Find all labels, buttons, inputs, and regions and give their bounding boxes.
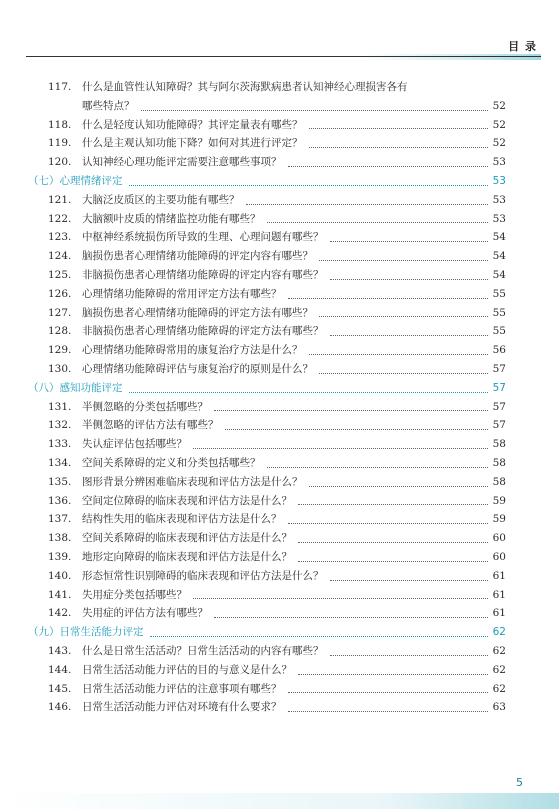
toc-entry-number: 118. — [48, 118, 72, 131]
dot-leader — [288, 523, 489, 524]
page-number: 5 — [516, 776, 523, 789]
toc-entry[interactable] — [48, 228, 506, 247]
toc-entry-number: 131. — [48, 400, 72, 413]
dot-leader — [319, 373, 488, 374]
toc-entry-title: 失认症评估包括哪些？ — [82, 438, 187, 451]
toc-entry-number: 135. — [48, 475, 72, 488]
toc-entry-page: 54 — [492, 250, 506, 263]
dot-leader — [129, 392, 489, 393]
toc-entry[interactable] — [48, 604, 506, 623]
toc-entry[interactable] — [48, 567, 506, 586]
toc-entry[interactable] — [48, 642, 506, 661]
toc-entry-page: 62 — [492, 626, 506, 639]
toc-entry-title: 心理情绪功能障碍常用的康复治疗方法是什么？ — [82, 344, 303, 357]
dot-leader — [309, 354, 489, 355]
toc-entry-page: 54 — [492, 268, 506, 281]
dot-leader — [330, 655, 489, 656]
toc-entry-page: 52 — [492, 99, 506, 112]
dot-leader — [309, 128, 489, 129]
toc-entry-title: 空间关系障碍的临床表现和评估方法是什么？ — [82, 532, 292, 545]
toc-entry-page: 59 — [492, 513, 506, 526]
dot-leader — [319, 260, 488, 261]
toc-entry-title: 空间关系障碍的定义和分类包括哪些？ — [82, 456, 261, 469]
toc-entry-page: 63 — [492, 701, 506, 714]
toc-entry[interactable] — [48, 661, 506, 680]
toc-entry-page: 57 — [492, 362, 506, 375]
dot-leader — [330, 335, 489, 336]
toc-section-heading[interactable] — [28, 623, 506, 642]
dot-leader — [267, 222, 489, 223]
toc-entry[interactable] — [48, 473, 506, 492]
toc-entry-continuation[interactable] — [48, 97, 506, 116]
toc-entry-page: 56 — [492, 344, 506, 357]
table-of-contents — [28, 78, 506, 717]
toc-entry-number: 134. — [48, 456, 72, 469]
toc-entry-title: 哪些特点？ — [82, 99, 135, 112]
toc-entry-number: 124. — [48, 250, 72, 263]
toc-entry-page: 55 — [492, 325, 506, 338]
toc-entry[interactable] — [48, 398, 506, 417]
toc-entry-title: 非脑损伤患者心理情绪功能障碍的评定方法有哪些？ — [82, 325, 324, 338]
toc-entry-number: 126. — [48, 287, 72, 300]
toc-entry-page: 58 — [492, 475, 506, 488]
toc-entry-page: 58 — [492, 438, 506, 451]
toc-entry[interactable] — [48, 322, 506, 341]
toc-entry[interactable] — [48, 435, 506, 454]
dot-leader — [267, 467, 489, 468]
toc-entry-page: 60 — [492, 550, 506, 563]
dot-leader — [193, 598, 488, 599]
toc-entry-title: 日常生活活动能力评估的注意事项有哪些？ — [82, 682, 282, 695]
toc-entry-number: 121. — [48, 193, 72, 206]
dot-leader — [214, 617, 488, 618]
toc-entry-page: 61 — [492, 607, 506, 620]
toc-entry-title: （八）感知功能评定 — [28, 381, 123, 394]
toc-entry-title: 心理情绪功能障碍的常用评定方法有哪些？ — [82, 287, 282, 300]
toc-entry-title: 日常生活活动能力评估对环境有什么要求？ — [82, 701, 282, 714]
toc-entry-title: （七）心理情绪评定 — [28, 174, 123, 187]
toc-entry-title: 非脑损伤患者心理情绪功能障碍的评定内容有哪些？ — [82, 268, 324, 281]
toc-entry[interactable] — [48, 341, 506, 360]
toc-entry-page: 62 — [492, 663, 506, 676]
toc-entry-number: 127. — [48, 306, 72, 319]
toc-entry-number: 123. — [48, 231, 72, 244]
dot-leader — [141, 110, 489, 111]
toc-entry[interactable] — [48, 698, 506, 717]
toc-entry[interactable] — [48, 134, 506, 153]
dot-leader — [225, 429, 489, 430]
toc-entry-page: 57 — [492, 381, 506, 394]
toc-entry[interactable] — [48, 492, 506, 511]
toc-entry-title: 大脑额叶皮质的情绪监控功能有哪些？ — [82, 212, 261, 225]
toc-entry-page: 58 — [492, 456, 506, 469]
dot-leader — [319, 316, 488, 317]
toc-entry[interactable] — [48, 247, 506, 266]
toc-entry-number: 141. — [48, 588, 72, 601]
toc-entry-number: 144. — [48, 663, 72, 676]
toc-entry[interactable] — [48, 586, 506, 605]
toc-entry[interactable] — [48, 285, 506, 304]
toc-entry-title: 图形背景分辨困难临床表现和评估方法是什么？ — [82, 475, 303, 488]
toc-entry-number: 139. — [48, 550, 72, 563]
dot-leader — [330, 241, 489, 242]
toc-entry[interactable] — [48, 210, 506, 229]
toc-entry-title: 什么是血管性认知障碍？其与阿尔茨海默病患者认知神经心理损害各有 — [82, 81, 408, 93]
toc-entry-number: 146. — [48, 701, 72, 714]
toc-entry-page: 59 — [492, 494, 506, 507]
toc-entry-page: 61 — [492, 588, 506, 601]
toc-entry-title: 中枢神经系统损伤所导致的生理、心理问题有哪些？ — [82, 231, 324, 244]
toc-entry-number: 133. — [48, 438, 72, 451]
toc-entry[interactable] — [48, 680, 506, 699]
toc-entry-title: 半侧忽略的分类包括哪些？ — [82, 400, 208, 413]
toc-entry-title: 什么是日常生活活动？日常生活活动的内容有哪些？ — [82, 644, 324, 657]
dot-leader — [309, 147, 489, 148]
toc-entry-number: 130. — [48, 362, 72, 375]
header-rule — [26, 56, 541, 57]
dot-leader — [288, 298, 489, 299]
toc-entry[interactable] — [48, 360, 506, 379]
toc-entry-number: 120. — [48, 156, 72, 169]
toc-entry-page: 57 — [492, 400, 506, 413]
toc-entry-page: 61 — [492, 569, 506, 582]
toc-entry-number: 136. — [48, 494, 72, 507]
toc-entry-number: 125. — [48, 268, 72, 281]
toc-entry[interactable] — [48, 548, 506, 567]
dot-leader — [298, 561, 488, 562]
toc-entry-page: 62 — [492, 644, 506, 657]
toc-entry-page: 53 — [492, 212, 506, 225]
toc-entry-number: 129. — [48, 344, 72, 357]
toc-entry-number: 140. — [48, 569, 72, 582]
dot-leader — [150, 636, 489, 637]
toc-entry-number: 142. — [48, 607, 72, 620]
toc-entry-number: 128. — [48, 325, 72, 338]
toc-entry-title: 半侧忽略的评估方法有哪些？ — [82, 419, 219, 432]
toc-entry-title: 认知神经心理功能评定需要注意哪些事项？ — [82, 156, 282, 169]
dot-leader — [298, 674, 488, 675]
footer-band — [0, 793, 559, 809]
toc-entry-number: 137. — [48, 513, 72, 526]
toc-entry-page: 60 — [492, 532, 506, 545]
dot-leader — [288, 166, 489, 167]
toc-entry-page: 55 — [492, 287, 506, 300]
header-title: 目 录 — [508, 40, 537, 53]
toc-entry[interactable] — [48, 116, 506, 135]
toc-entry[interactable] — [48, 78, 506, 97]
dot-leader — [330, 580, 489, 581]
toc-entry[interactable] — [48, 266, 506, 285]
toc-entry-title: 什么是主观认知功能下降？如何对其进行评定？ — [82, 137, 303, 150]
toc-entry-title: 形态恒常性识别障碍的临床表现和评估方法是什么？ — [82, 569, 324, 582]
toc-entry-page: 53 — [492, 156, 506, 169]
toc-entry[interactable] — [48, 153, 506, 172]
toc-entry-title: 大脑泛皮质区的主要功能有哪些？ — [82, 193, 240, 206]
footer — [0, 769, 559, 809]
toc-entry-title: 空间定位障碍的临床表现和评估方法是什么？ — [82, 494, 292, 507]
dot-leader — [246, 204, 489, 205]
toc-entry-title: 脑损伤患者心理情绪功能障碍的评定内容有哪些？ — [82, 250, 313, 263]
toc-entry-title: 心理情绪功能障碍评估与康复治疗的原则是什么？ — [82, 362, 313, 375]
dot-leader — [330, 279, 489, 280]
toc-entry[interactable] — [48, 191, 506, 210]
toc-entry-title: 失用症的评估方法有哪些？ — [82, 607, 208, 620]
toc-entry-page: 54 — [492, 231, 506, 244]
toc-entry[interactable] — [48, 529, 506, 548]
toc-entry-page: 53 — [492, 193, 506, 206]
dot-leader — [129, 185, 489, 186]
toc-entry-title: （九）日常生活能力评定 — [28, 626, 144, 639]
toc-entry-page: 52 — [492, 118, 506, 131]
header-decoration — [361, 54, 541, 60]
toc-entry-number: 138. — [48, 532, 72, 545]
dot-leader — [193, 448, 488, 449]
toc-entry-page: 53 — [492, 174, 506, 187]
toc-entry-page: 57 — [492, 419, 506, 432]
toc-entry-number: 132. — [48, 419, 72, 432]
toc-entry[interactable] — [48, 416, 506, 435]
dot-leader — [298, 504, 488, 505]
toc-entry-number: 119. — [48, 137, 72, 150]
toc-entry-number: 117. — [48, 81, 72, 93]
toc-entry-title: 什么是轻度认知功能障碍？其评定量表有哪些？ — [82, 118, 303, 131]
toc-entry-page: 62 — [492, 682, 506, 695]
toc-entry-page: 55 — [492, 306, 506, 319]
toc-entry[interactable] — [48, 454, 506, 473]
toc-entry-page: 52 — [492, 137, 506, 150]
toc-section-heading[interactable] — [28, 379, 506, 398]
toc-entry-title: 结构性失用的临床表现和评估方法是什么？ — [82, 513, 282, 526]
dot-leader — [309, 486, 489, 487]
toc-entry-number: 143. — [48, 644, 72, 657]
toc-entry[interactable] — [48, 304, 506, 323]
toc-entry-title: 地形定向障碍的临床表现和评估方法是什么？ — [82, 550, 292, 563]
dot-leader — [214, 410, 488, 411]
dot-leader — [288, 711, 489, 712]
toc-entry-title: 脑损伤患者心理情绪功能障碍的评定方法有哪些？ — [82, 306, 313, 319]
toc-section-heading[interactable] — [28, 172, 506, 191]
toc-entry-number: 145. — [48, 682, 72, 695]
toc-entry-number: 122. — [48, 212, 72, 225]
dot-leader — [298, 542, 488, 543]
toc-entry[interactable] — [48, 510, 506, 529]
toc-entry-title: 失用症分类包括哪些？ — [82, 588, 187, 601]
dot-leader — [288, 692, 489, 693]
toc-entry-title: 日常生活活动能力评估的目的与意义是什么？ — [82, 663, 292, 676]
